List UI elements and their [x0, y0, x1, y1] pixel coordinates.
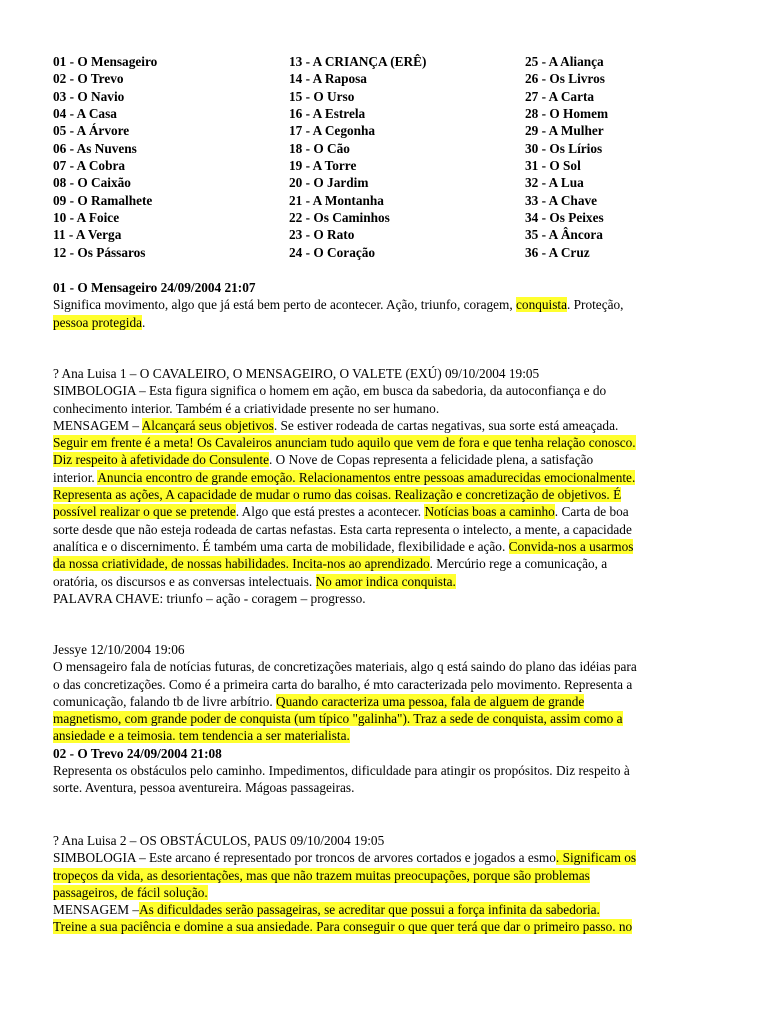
- comment-header: Jessye 12/10/2004 19:06: [53, 642, 185, 657]
- card-list-item: 31 - O Sol: [525, 158, 581, 174]
- highlight: Anuncia encontro de grande emoção. Relacionamentos entre pessoas amadurecidas emocionalmente.: [97, 469, 636, 485]
- highlight: Representa as ações, A capacidade de mudar o rumo das coisas. Realização e concretização de objetivos. É: [53, 487, 622, 503]
- text: . Se estiver rodeada de cartas negativas, sua sorte está ameaçada.: [273, 417, 619, 433]
- entry-text-line: sorte desde que não esteja rodeada de cartas nefastas. Esta carta representa o intelecto, a mente, a capacidade: [53, 521, 632, 537]
- entry-text-line: sorte. Aventura, pessoa aventureira. Mágoas passageiras.: [53, 780, 355, 796]
- entry-text-line: [53, 867, 715, 884]
- entry-text-line: SIMBOLOGIA – Esta figura significa o homem em ação, em busca da sabedoria, da autoconfiança e do: [53, 383, 607, 399]
- highlight: magnetismo, com grande poder de conquista (um típico "galinha"). Traz a sede de conquista, assim como a: [53, 711, 623, 727]
- card-list-item: 28 - O Homem: [525, 106, 609, 122]
- card-list-item: 02 - O Trevo: [53, 71, 124, 87]
- entry-text-line: [53, 573, 715, 590]
- card-list-item: 36 - A Cruz: [525, 244, 590, 260]
- entry-text-line: [53, 469, 715, 486]
- card-list-item: 26 - Os Livros: [525, 71, 605, 87]
- text: comunicação, falando tb de livre arbítrio.: [53, 693, 277, 709]
- entry-text-line: [53, 901, 715, 918]
- card-list-item: 27 - A Carta: [525, 88, 595, 104]
- card-list-item: 18 - O Cão: [289, 140, 350, 156]
- text: . Algo que está prestes a acontecer.: [235, 504, 425, 520]
- text: SIMBOLOGIA – Este arcano é representado por troncos de arvores cortados e jogados a esmo: [53, 850, 556, 866]
- card-index: [53, 53, 733, 261]
- entry-text-line: [53, 538, 715, 555]
- comment-header: ? Ana Luisa 2 – OS OBSTÁCULOS, PAUS 09/10/2004 19:05: [53, 833, 385, 848]
- text: . Mercúrio rege a comunicação, a: [429, 556, 608, 572]
- card-list-item: 17 - A Cegonha: [289, 123, 376, 139]
- highlight: . Significam os: [555, 850, 637, 866]
- entry-mensageiro-1: [53, 279, 715, 331]
- entry-text-line: [53, 503, 715, 520]
- highlight: Treine a sua paciência e domine a sua ansiedade. Para conseguir o que quer terá que dar o primeiro passo. no: [53, 919, 633, 935]
- highlight: No amor indica conquista.: [315, 573, 456, 589]
- text: MENSAGEM –: [53, 417, 142, 433]
- highlight: Diz respeito à afetividade do Consulente: [53, 452, 270, 468]
- entry-text-line: [53, 451, 715, 468]
- card-list-item: 11 - A Verga: [53, 227, 122, 243]
- card-list-item: 06 - As Nuvens: [53, 140, 137, 156]
- entry-jessye: [53, 641, 715, 797]
- card-list-item: 13 - A CRIANÇA (ERÊ): [289, 54, 427, 69]
- entry-text-line: [53, 693, 715, 710]
- card-list-item: 33 - A Chave: [525, 192, 598, 208]
- entry-text-line: O mensageiro fala de notícias futuras, de concretizações materiais, algo q está saindo do plano das idéias para: [53, 659, 637, 675]
- text: . Carta de boa: [554, 504, 629, 520]
- entry-text-line: [53, 555, 715, 572]
- entry-ana-luisa-2: [53, 832, 715, 936]
- card-list-item: 21 - A Montanha: [289, 192, 384, 208]
- card-list-item: 25 - A Aliança: [525, 54, 604, 69]
- highlight: Quando caracteriza uma pessoa, fala de alguem de grande: [276, 693, 585, 709]
- text: interior.: [53, 469, 98, 485]
- card-list-item: 04 - A Casa: [53, 106, 117, 122]
- entry-text-line: [53, 849, 715, 866]
- card-list-item: 01 - O Mensageiro: [53, 54, 158, 69]
- text: . O Nove de Copas representa a felicidade plena, a satisfação: [269, 452, 594, 468]
- highlight: conquista: [516, 297, 567, 313]
- card-list-item: 12 - Os Pássaros: [53, 244, 146, 260]
- card-list-item: 10 - A Foice: [53, 210, 120, 226]
- highlight: da nossa criatividade, de nossas habilidades. Incita-nos ao aprendizado: [53, 556, 430, 572]
- card-list-item: 29 - A Mulher: [525, 123, 604, 139]
- card-list-item: 08 - O Caixão: [53, 175, 131, 191]
- highlight: Convida-nos a usarmos: [508, 538, 634, 554]
- card-list-item: 16 - A Estrela: [289, 106, 366, 122]
- entry-text-line: [53, 727, 715, 744]
- card-list-item: 20 - O Jardim: [289, 175, 369, 191]
- highlight: As dificuldades serão passageiras, se acreditar que possui a força infinita da sabedoria.: [139, 902, 600, 918]
- card-column-3: [525, 53, 725, 261]
- entry-text-line: PALAVRA CHAVE: triunfo – ação - coragem – progresso.: [53, 590, 366, 606]
- card-list-item: 19 - A Torre: [289, 158, 357, 174]
- card-list-item: 24 - O Coração: [289, 244, 376, 260]
- entry-ana-luisa-1: [53, 365, 715, 607]
- entry-text-line: [53, 884, 715, 901]
- text: analítica e o discernimento. É também uma carta de mobilidade, flexibilidade e ação.: [53, 538, 509, 554]
- card-list-item: 34 - Os Peixes: [525, 210, 604, 226]
- text: MENSAGEM –: [53, 902, 140, 918]
- card-column-2: [289, 53, 525, 261]
- highlight: passageiros, de fácil solução.: [53, 884, 208, 900]
- entry-text-line: [53, 434, 715, 451]
- card-list-item: 07 - A Cobra: [53, 158, 126, 174]
- card-list-item: 05 - A Árvore: [53, 123, 130, 139]
- entry-text-line: [53, 918, 715, 935]
- highlight: pessoa protegida: [53, 314, 142, 330]
- entry-text-line: Representa os obstáculos pelo caminho. Impedimentos, dificuldade para atingir os propósitos. Diz respeito à: [53, 763, 630, 779]
- entry-text-line: [53, 486, 715, 503]
- card-list-item: 23 - O Rato: [289, 227, 355, 243]
- highlight: Notícias boas a caminho: [424, 504, 555, 520]
- entry-text-line: conhecimento interior. Também é a criatividade presente no ser humano.: [53, 400, 440, 416]
- entry-text-line: [53, 314, 715, 331]
- text: .: [142, 314, 146, 330]
- card-list-item: 09 - O Ramalhete: [53, 192, 153, 208]
- card-list-item: 03 - O Navio: [53, 88, 125, 104]
- card-list-item: 14 - A Raposa: [289, 71, 367, 87]
- text: . Proteção,: [566, 297, 624, 313]
- card-list-item: 32 - A Lua: [525, 175, 584, 191]
- highlight: tropeços da vida, as desorientações, mas que não trazem muitas preocupações, porque são problemas: [53, 867, 590, 883]
- entry-text-line: [53, 296, 715, 313]
- card-list-item: 15 - O Urso: [289, 88, 355, 104]
- card-list-item: 35 - A Âncora: [525, 227, 603, 243]
- entry-heading: 01 - O Mensageiro 24/09/2004 21:07: [53, 280, 256, 295]
- entry-text-line: [53, 417, 715, 434]
- entry-text-line: [53, 710, 715, 727]
- highlight: possível realizar o que se pretende: [53, 504, 236, 520]
- highlight: Seguir em frente é a meta! Os Cavaleiros anunciam tudo aquilo que vem de fora e que tenha relação conosco.: [53, 435, 636, 451]
- text: oratória, os discursos e as conversas intelectuais.: [53, 573, 316, 589]
- entry-text-line: o das concretizações. Como é a primeira carta do baralho, é mto caracterizada pelo movimento. Representa a: [53, 676, 633, 692]
- text: Significa movimento, algo que já está bem perto de acontecer. Ação, triunfo, coragem,: [53, 297, 517, 313]
- highlight: Alcançará seus objetivos: [141, 417, 274, 433]
- highlight: ansiedade e a teimosia. tem tendencia a ser materialista.: [53, 728, 350, 744]
- comment-header: ? Ana Luisa 1 – O CAVALEIRO, O MENSAGEIRO, O VALETE (EXÚ) 09/10/2004 19:05: [53, 366, 540, 381]
- entry-heading: 02 - O Trevo 24/09/2004 21:08: [53, 745, 222, 761]
- card-column-1: [53, 53, 289, 261]
- card-list-item: 30 - Os Lírios: [525, 140, 603, 156]
- card-list-item: 22 - Os Caminhos: [289, 210, 390, 226]
